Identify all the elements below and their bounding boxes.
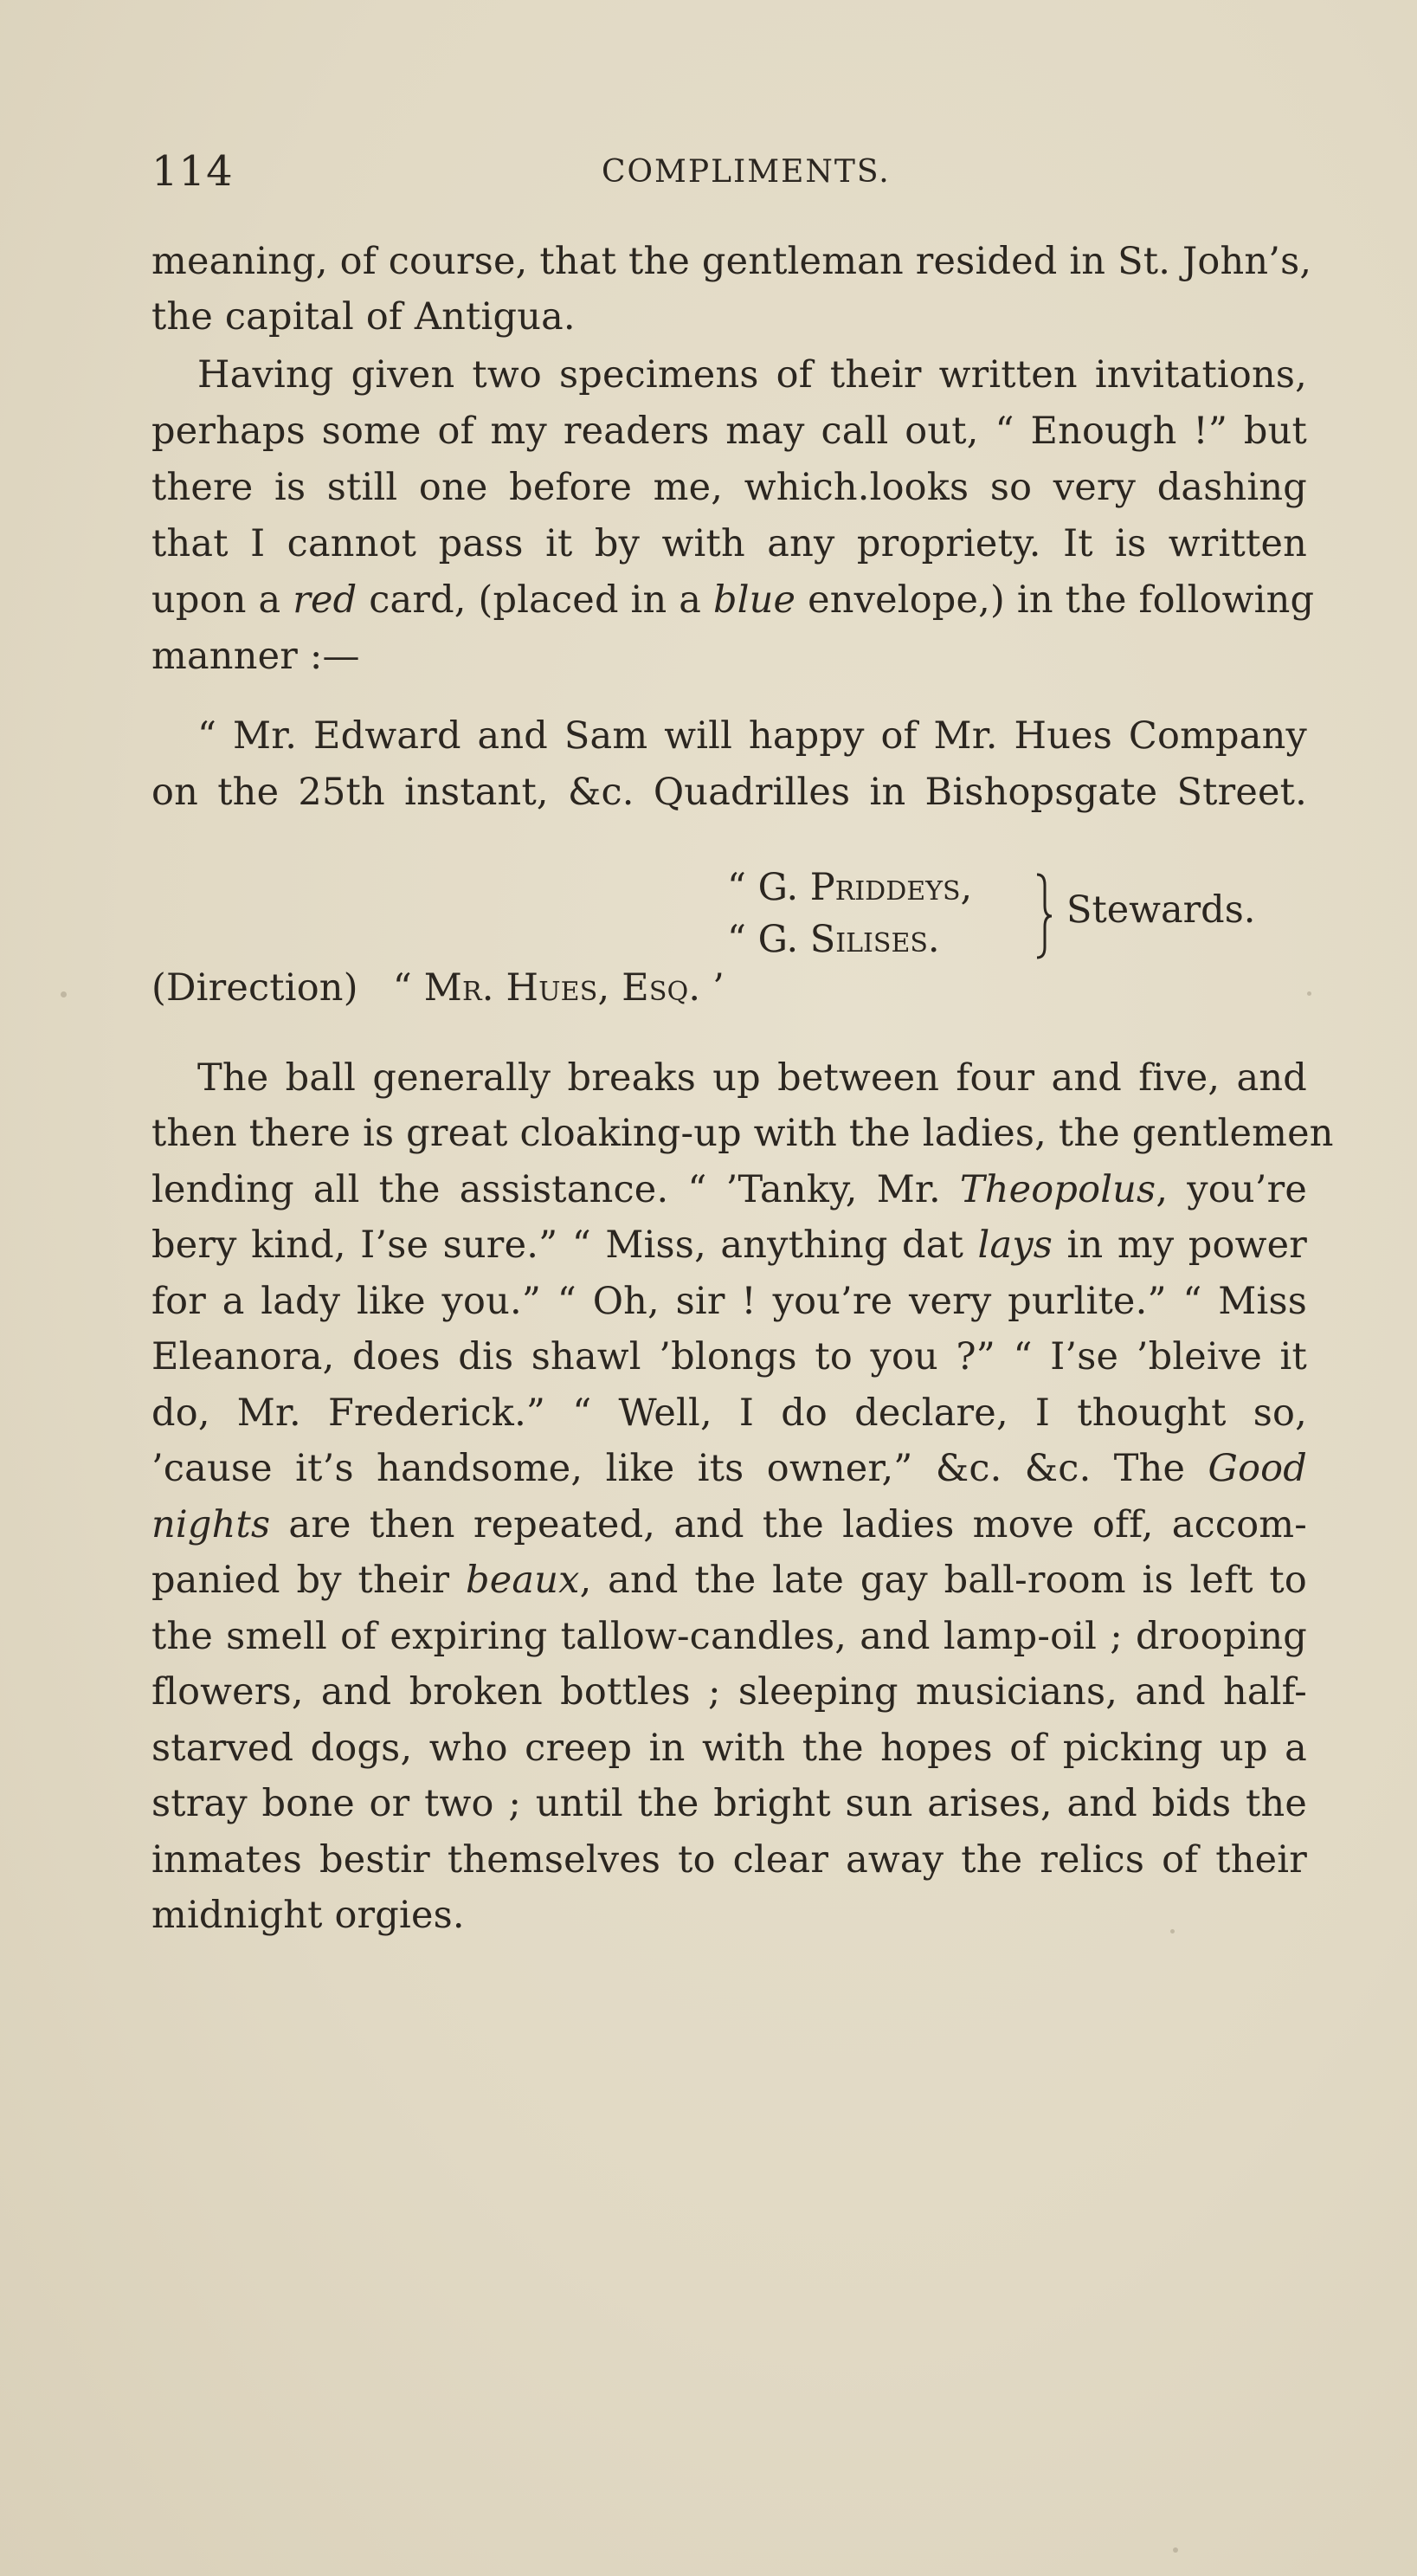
text-run: , and the late gay ball-room is left to bbox=[579, 1559, 1307, 1602]
text-run: ’cause it’s handsome, like its owner,” &c. &c. The bbox=[151, 1447, 1208, 1490]
text-line: perhaps some of my readers may call out, “ Enough !” but bbox=[151, 410, 1307, 453]
steward-name: “ G. Priddeys, bbox=[727, 866, 973, 909]
direction-address: “ Mr. Hues, Esq. ’ bbox=[392, 966, 725, 1010]
curly-brace-icon bbox=[1034, 873, 1053, 959]
paper-speck bbox=[1173, 2547, 1178, 2553]
text-line bbox=[151, 572, 1315, 628]
text-line: Having given two specimens of their written invitations, bbox=[197, 353, 1307, 397]
text-line: meaning, of course, that the gentleman resided in St. John’s, bbox=[151, 240, 1312, 283]
text-line: The ball generally breaks up between four and five, and bbox=[197, 1056, 1307, 1100]
text-run: in my power bbox=[1053, 1223, 1307, 1267]
italic-word: blue bbox=[712, 578, 796, 622]
paper-speck bbox=[61, 991, 67, 997]
text-line: the capital of Antigua. bbox=[151, 295, 576, 339]
text-line: inmates bestir themselves to clear away the relics of their bbox=[151, 1838, 1307, 1882]
text-line: manner :— bbox=[151, 635, 360, 678]
text-run: panied by their bbox=[151, 1559, 466, 1602]
text-run: upon a bbox=[151, 578, 293, 622]
italic-word: nights bbox=[151, 1503, 271, 1546]
text-line: that I cannot pass it by with any propriety. It is written bbox=[151, 522, 1307, 565]
text-line bbox=[151, 1162, 1307, 1217]
text-line bbox=[151, 1441, 1307, 1496]
stewards-label: Stewards. bbox=[1066, 888, 1256, 932]
steward-name: “ G. Silises. bbox=[727, 918, 940, 961]
text-line: for a lady like you.” “ Oh, sir ! you’re very purlite.” “ Miss bbox=[151, 1280, 1307, 1323]
paper-speck bbox=[1307, 991, 1311, 996]
direction-label: (Direction) bbox=[151, 966, 358, 1010]
running-head: COMPLIMENTS. bbox=[602, 154, 891, 190]
page-header bbox=[151, 147, 1311, 208]
invitation-line: on the 25th instant, &c. Quadrilles in Bishopsgate Street. bbox=[151, 771, 1307, 814]
page-number: 114 bbox=[151, 147, 234, 196]
text-line: stray bone or two ; until the bright sun arises, and bids the bbox=[151, 1782, 1307, 1825]
text-run: lending all the assistance. “ ’Tanky, Mr. bbox=[151, 1168, 960, 1211]
text-line bbox=[151, 1217, 1307, 1273]
text-run: , you’re bbox=[1156, 1168, 1307, 1211]
text-run: card, (placed in a bbox=[357, 578, 713, 622]
italic-word: Good bbox=[1208, 1447, 1307, 1490]
italic-word: lays bbox=[977, 1223, 1053, 1267]
text-run: envelope,) in the following bbox=[795, 578, 1315, 622]
text-run: bery kind, I’se sure.” “ Miss, anything dat bbox=[151, 1223, 978, 1267]
invitation-line: “ Mr. Edward and Sam will happy of Mr. Hues Company bbox=[197, 714, 1307, 758]
text-line bbox=[151, 1553, 1307, 1608]
text-line: the smell of expiring tallow-candles, and lamp-oil ; drooping bbox=[151, 1615, 1307, 1658]
text-line: do, Mr. Frederick.” “ Well, I do declare, I thought so, bbox=[151, 1391, 1307, 1435]
text-line: flowers, and broken bottles ; sleeping musicians, and half- bbox=[151, 1670, 1307, 1714]
paper-speck bbox=[1170, 1929, 1175, 1934]
italic-word: Theopolus bbox=[959, 1168, 1156, 1211]
direction-line bbox=[151, 960, 1307, 1016]
italic-word: beaux bbox=[466, 1559, 580, 1602]
text-line: there is still one before me, which.looks so very dashing bbox=[151, 466, 1307, 509]
text-line: Eleanora, does dis shawl ’blongs to you ?” “ I’se ’bleive it bbox=[151, 1335, 1307, 1378]
italic-word: red bbox=[293, 578, 357, 622]
text-line: then there is great cloaking-up with the ladies, the gentlemen bbox=[151, 1112, 1334, 1155]
text-run: are then repeated, and the ladies move off, accom- bbox=[270, 1503, 1307, 1546]
text-line: midnight orgies. bbox=[151, 1894, 465, 1937]
text-line: starved dogs, who creep in with the hopes of picking up a bbox=[151, 1727, 1307, 1770]
text-line bbox=[151, 1497, 1307, 1553]
